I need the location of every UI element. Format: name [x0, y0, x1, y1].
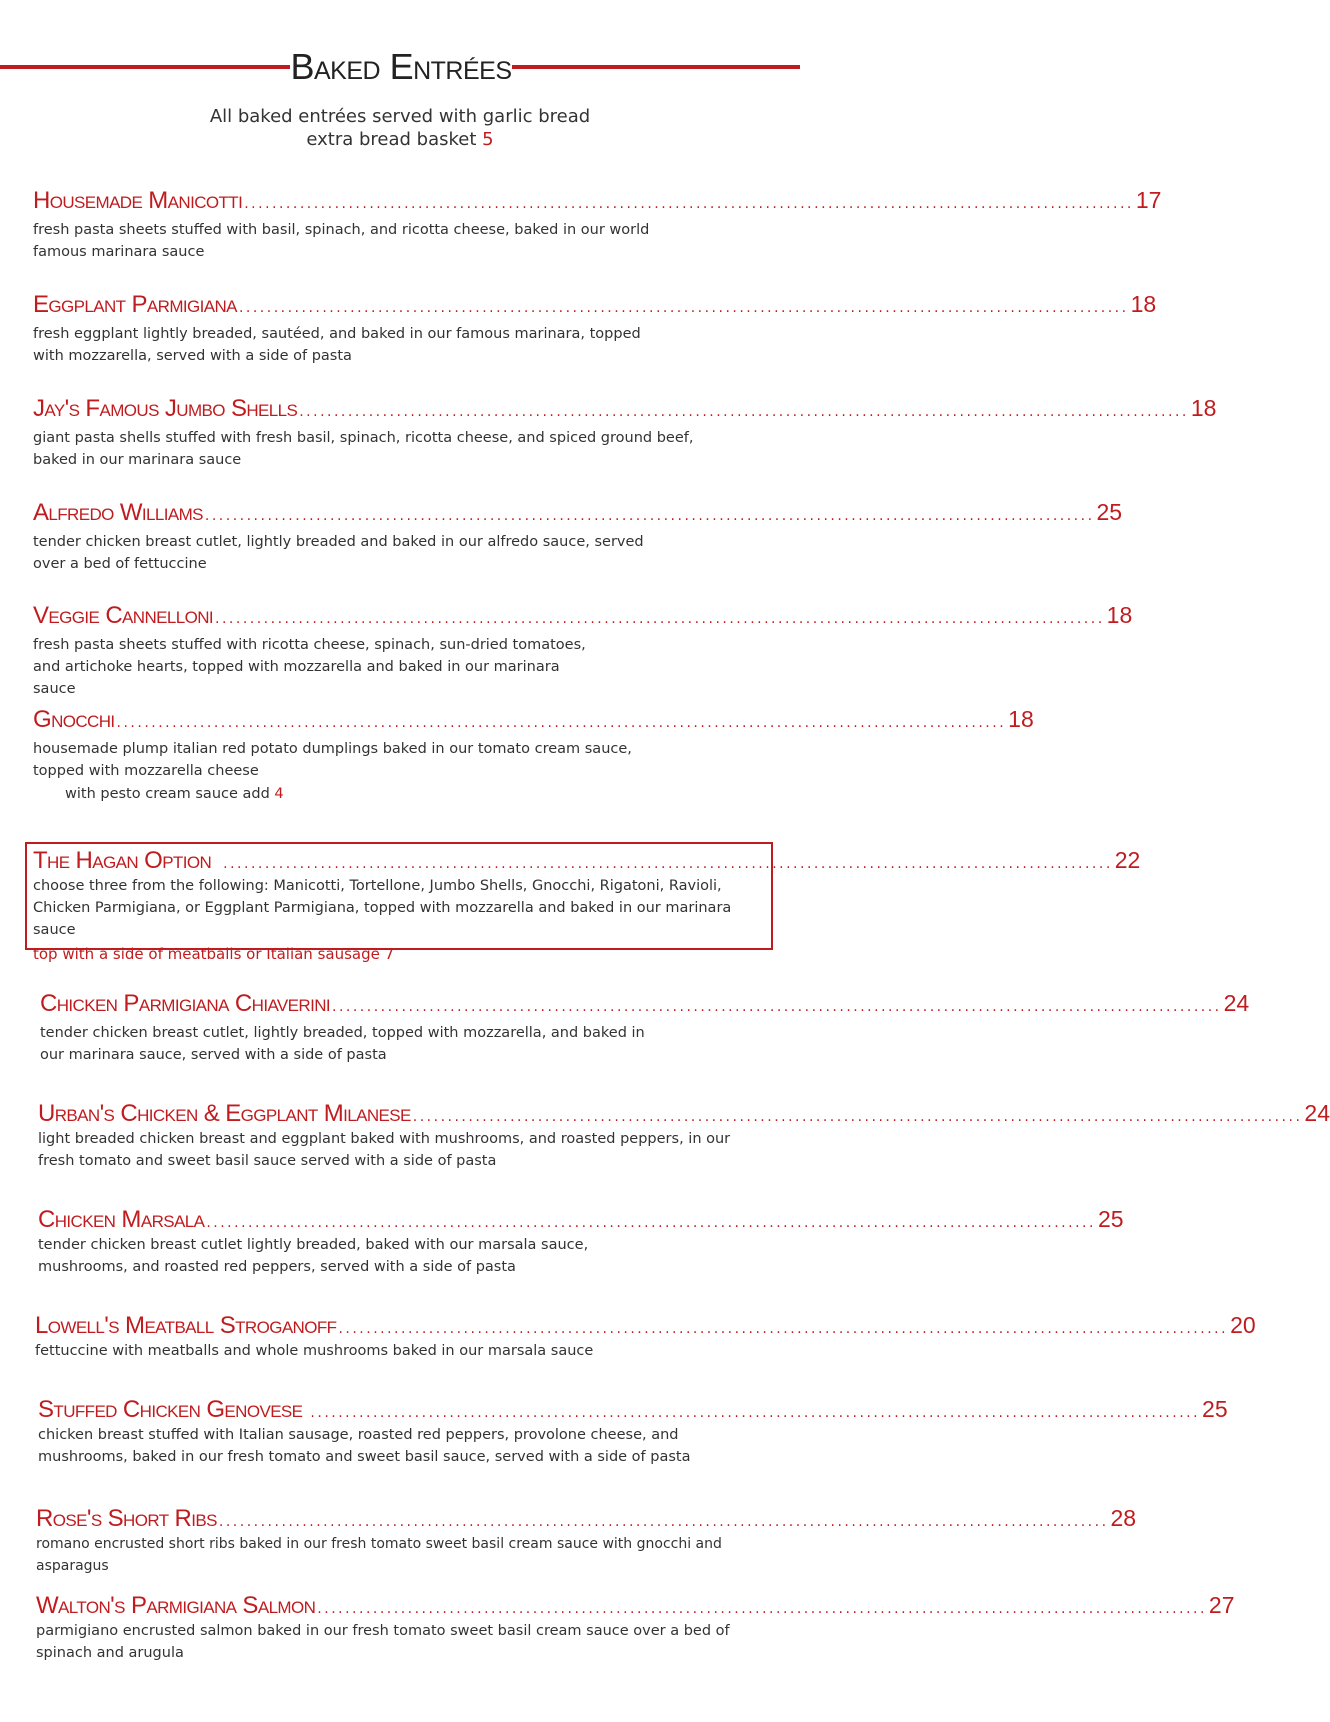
item-price: 28 — [1110, 1505, 1137, 1531]
item-price: 18 — [1190, 395, 1217, 421]
item-name: Lowell's Meatball Stroganoff — [35, 1312, 337, 1339]
item-description: housemade plump italian red potato dumplings baked in our tomato cream sauce, topped with mozzarella cheese — [33, 741, 632, 779]
item-description: chicken breast stuffed with Italian sausage, roasted red peppers, provolone cheese, and mushrooms, baked in our fresh tomato and sweet basil sauce, served with a side of pasta — [38, 1427, 691, 1465]
item-description: tender chicken breast cutlet lightly breaded, baked with our marsala sauce, mushrooms, and roasted red peppers, served with a side of pasta — [38, 1237, 589, 1275]
item-name: Urban's Chicken & Eggplant Milanese — [38, 1100, 411, 1127]
section-header — [0, 42, 800, 92]
item-addon — [65, 783, 767, 805]
menu-item — [33, 395, 1217, 471]
menu-item — [38, 1100, 1330, 1172]
subtitle-line2-text: extra bread basket — [306, 129, 477, 150]
item-description: fettuccine with meatballs and whole mushrooms baked in our marsala sauce — [35, 1343, 594, 1359]
item-description: tender chicken breast cutlet, lightly breaded and baked in our alfredo sauce, served over a bed of fettuccine — [33, 534, 644, 572]
leader-dots: ................................................................................................................................ — [317, 1601, 1207, 1617]
menu-item — [36, 1592, 1235, 1664]
menu-item — [36, 1505, 1137, 1577]
header-rule-left — [0, 65, 290, 69]
leader-dots: ................................................................................................................................ — [238, 300, 1129, 316]
leader-dots: ................................................................................................................................ — [206, 1215, 1096, 1231]
item-price: 24 — [1223, 990, 1250, 1016]
subtitle-line1: All baked entrées served with garlic bread — [209, 106, 591, 127]
leader-dots: ................................................................................................................................ — [244, 196, 1134, 212]
item-name: Stuffed Chicken Genovese — [38, 1396, 303, 1423]
item-name: Chicken Parmigiana Chiaverini — [40, 990, 330, 1017]
leader-dots: ................................................................................................................................ — [215, 611, 1105, 627]
item-name: Gnocchi — [33, 706, 115, 733]
item-description: parmigiano encrusted salmon baked in our fresh tomato sweet basil cream sauce over a bed of spinach and arugula — [36, 1623, 730, 1661]
item-name: Jay's Famous Jumbo Shells — [33, 395, 298, 422]
item-description: fresh pasta sheets stuffed with ricotta cheese, spinach, sun-dried tomatoes, and artichoke hearts, topped with mozzarella and baked in our marinara sauce — [33, 637, 586, 697]
leader-dots: ................................................................................................................................ — [116, 715, 1007, 731]
item-price: 17 — [1135, 187, 1162, 213]
menu-item — [35, 1312, 1256, 1362]
leader-dots: ................................................................................................................................ — [332, 999, 1222, 1015]
item-price: 25 — [1096, 499, 1123, 525]
item-price: 24 — [1304, 1100, 1330, 1126]
menu-item — [38, 1206, 1124, 1278]
leader-dots: ................................................................................................................................ — [412, 1109, 1303, 1125]
leader-dots: ................................................................................................................................ — [204, 508, 1095, 524]
leader-dots: ................................................................................................................................ — [218, 1514, 1109, 1530]
menu-item — [33, 602, 1133, 700]
leader-dots: ................................................................................................................................ — [223, 856, 1113, 872]
header-rule-right — [512, 65, 800, 69]
item-name: Alfredo Williams — [33, 499, 203, 526]
item-price: 25 — [1202, 1396, 1228, 1422]
item-name: Eggplant Parmigiana — [33, 291, 237, 318]
addon-text: with pesto cream sauce add — [65, 786, 270, 802]
item-name: Veggie Cannelloni — [33, 602, 214, 629]
item-price: 27 — [1208, 1592, 1235, 1618]
leader-dots: ................................................................................................................................ — [310, 1405, 1201, 1421]
item-price: 25 — [1097, 1206, 1124, 1232]
item-extra-option: top with a side of meatballs or Italian sausage 7 — [33, 945, 395, 963]
bread-basket-price: 5 — [482, 129, 494, 150]
addon-price: 4 — [274, 786, 284, 802]
item-description: giant pasta shells stuffed with fresh basil, spinach, ricotta cheese, and spiced ground beef, baked in our marinara sauce — [33, 430, 694, 468]
menu-item — [33, 706, 1034, 805]
leader-dots: ................................................................................................................................ — [299, 404, 1189, 420]
item-name: Rose's Short Ribs — [36, 1505, 217, 1532]
item-price: 18 — [1106, 602, 1133, 628]
menu-item — [33, 291, 1157, 367]
item-name: Chicken Marsala — [38, 1206, 205, 1233]
item-price: 20 — [1230, 1312, 1256, 1338]
item-price: 18 — [1008, 706, 1034, 732]
item-price: 18 — [1130, 291, 1157, 317]
item-name: The Hagan Option — [33, 847, 212, 874]
menu-item-featured — [33, 847, 1141, 963]
menu-item — [33, 499, 1123, 575]
menu-item — [38, 1396, 1228, 1468]
menu-item — [40, 990, 1250, 1066]
item-description: romano encrusted short ribs baked in our fresh tomato sweet basil cream sauce with gnocchi and asparagus — [36, 1536, 722, 1574]
item-name: Walton's Parmigiana Salmon — [36, 1592, 316, 1619]
item-description: fresh eggplant lightly breaded, sautéed, and baked in our famous marinara, topped with mozzarella, served with a side of pasta — [33, 326, 641, 364]
item-description: choose three from the following: Manicotti, Tortellone, Jumbo Shells, Gnocchi, Rigatoni, Ravioli, Chicken Parmigiana, or Eggplant Parmigiana, topped with mozzarella and baked in our marinara sauce — [33, 878, 732, 938]
item-name: Housemade Manicotti — [33, 187, 243, 214]
menu-item — [33, 187, 1162, 263]
leader-dots: ................................................................................................................................ — [338, 1321, 1229, 1337]
section-title: Baked Entrées — [290, 46, 512, 87]
subtitle-line2 — [0, 129, 800, 150]
item-price: 22 — [1114, 847, 1141, 873]
item-description: tender chicken breast cutlet, lightly breaded, topped with mozzarella, and baked in our marinara sauce, served with a side of pasta — [40, 1025, 645, 1063]
item-description: fresh pasta sheets stuffed with basil, spinach, and ricotta cheese, baked in our world famous marinara sauce — [33, 222, 650, 260]
item-description: light breaded chicken breast and eggplant baked with mushrooms, and roasted peppers, in our fresh tomato and sweet basil sauce served with a side of pasta — [38, 1131, 731, 1169]
